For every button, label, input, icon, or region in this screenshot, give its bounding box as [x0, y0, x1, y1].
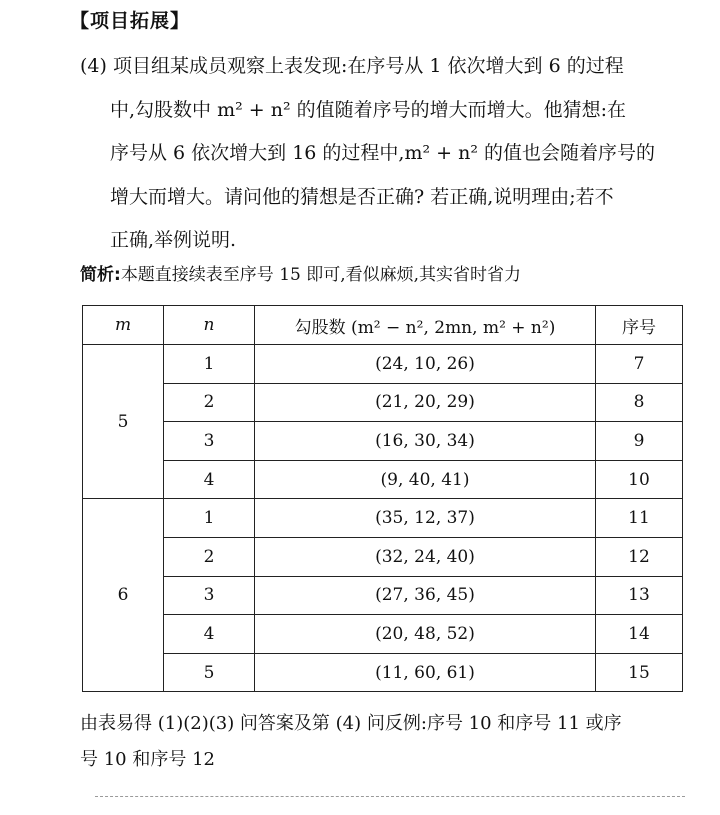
conclusion-line: 号 10 和序号 12 [80, 749, 215, 770]
question-line: 正确,举例说明. [110, 229, 237, 251]
header-m: m [83, 306, 164, 345]
header-index: 序号 [596, 306, 683, 345]
question-line: 序号从 6 依次增大到 16 的过程中,m² + n² 的值也会随着序号的 [110, 142, 655, 164]
table-row [83, 460, 683, 499]
n-cell: 2 [164, 537, 255, 576]
table-row [83, 537, 683, 576]
question-line: (4) 项目组某成员观察上表发现:在序号从 1 依次增大到 6 的过程 [80, 55, 624, 77]
dashed-divider [95, 796, 685, 797]
pythagorean-triple-table [82, 305, 683, 692]
n-cell: 3 [164, 576, 255, 615]
conclusion-line: 由表易得 (1)(2)(3) 问答案及第 (4) 问反例:序号 10 和序号 11 或序 [80, 713, 622, 734]
table-row [83, 499, 683, 538]
table-row [83, 383, 683, 422]
analysis-note [80, 260, 700, 290]
n-cell: 3 [164, 422, 255, 461]
triple-cell: (21, 20, 29) [255, 383, 596, 422]
n-cell: 2 [164, 383, 255, 422]
group-m-cell: 6 [83, 499, 164, 692]
analysis-label: 简析: [80, 265, 121, 285]
analysis-text: 本题直接续表至序号 15 即可,看似麻烦,其实省时省力 [120, 265, 522, 285]
index-cell: 15 [596, 653, 683, 692]
table-row [83, 422, 683, 461]
triple-cell: (24, 10, 26) [255, 345, 596, 384]
index-cell: 11 [596, 499, 683, 538]
table-row [83, 615, 683, 654]
n-cell: 1 [164, 499, 255, 538]
index-cell: 8 [596, 383, 683, 422]
group-m-cell: 5 [83, 345, 164, 499]
triple-cell: (32, 24, 40) [255, 537, 596, 576]
n-cell: 4 [164, 460, 255, 499]
index-cell: 13 [596, 576, 683, 615]
triple-cell: (16, 30, 34) [255, 422, 596, 461]
n-cell: 5 [164, 653, 255, 692]
table-row [83, 345, 683, 384]
index-cell: 7 [596, 345, 683, 384]
triple-cell: (20, 48, 52) [255, 615, 596, 654]
question-line: 中,勾股数中 m² + n² 的值随着序号的增大而增大。他猜想:在 [110, 98, 627, 121]
question-line: 增大而增大。请问他的猜想是否正确? 若正确,说明理由;若不 [110, 185, 614, 208]
triple-cell: (11, 60, 61) [255, 653, 596, 692]
n-cell: 4 [164, 615, 255, 654]
triple-cell: (9, 40, 41) [255, 460, 596, 499]
index-cell: 9 [596, 422, 683, 461]
n-cell: 1 [164, 345, 255, 384]
index-cell: 12 [596, 537, 683, 576]
question-text [80, 45, 688, 263]
table-row [83, 576, 683, 615]
index-cell: 14 [596, 615, 683, 654]
header-triple: 勾股数 (m² − n², 2mn, m² + n²) [255, 306, 596, 345]
table-row [83, 653, 683, 692]
triple-cell: (27, 36, 45) [255, 576, 596, 615]
index-cell: 10 [596, 460, 683, 499]
triple-cell: (35, 12, 37) [255, 499, 596, 538]
table-header-row [83, 306, 683, 345]
conclusion-text [80, 706, 690, 778]
header-n: n [164, 306, 255, 345]
section-title: 【项目拓展】 [70, 10, 191, 32]
